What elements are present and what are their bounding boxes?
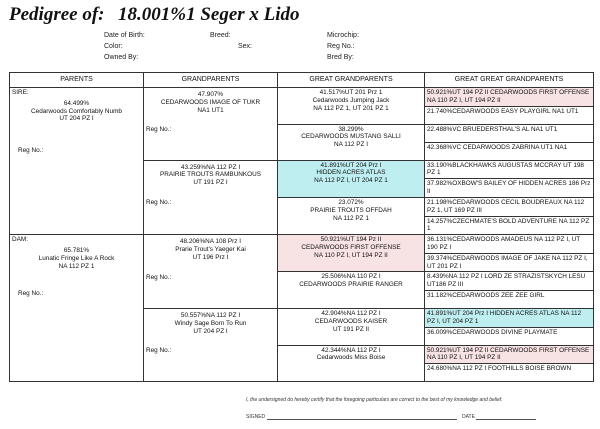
signed-label: SIGNED	[246, 414, 266, 420]
sire-pct: 64.499%	[63, 99, 90, 107]
dob-label: Date of Birth:	[104, 32, 145, 39]
grandparent-1-reg-no-label: Reg No.:	[146, 126, 172, 134]
ggg-15-cell: 50.921%UT 194 PZ II CEDARWOODS FIRST OFFENSE NA 110 PZ I, UT 194 PZ II	[425, 345, 594, 364]
great-grandparent-8-name: Cedarwoods Miss Boise	[316, 354, 386, 362]
dam-name: Lunatic Fringe Like A Rock	[38, 254, 115, 262]
ggg-7-cell: 21.198%CEDARWOODS CECIL BOUDREAUX NA 112 PZ 1, UT 169 PZ III	[425, 197, 594, 216]
ggg-14-cell: 36.009%CEDARWOODS DIVINE PLAYMATE	[425, 327, 594, 345]
certification-text: I, the undersigned do hereby certify that the foregoing particulars are correct to the best of my knowledge and belief.	[246, 397, 503, 403]
great-grandparent-4-pct: 23.072%	[338, 198, 364, 206]
great-grandparent-6-pct: 25.506%NA 110 PZ I	[321, 273, 381, 281]
col-header-grandparents: GRANDPARENTS	[144, 73, 278, 88]
grandparent-1-name: CEDARWOODS IMAGE OF TUKR	[160, 98, 261, 106]
dam-reg-no-label: Reg No.:	[18, 290, 44, 298]
dam-role: DAM:	[12, 236, 28, 244]
grandparent-4-pct: 50.557%NA 112 PZ I	[180, 312, 241, 319]
sire-name: Cedarwoods Comfortably Numb	[31, 107, 122, 115]
grandparent-2-pct: 43.259%NA 112 PZ I	[180, 163, 241, 171]
col-header-great-grandparents: GREAT GRANDPARENTS	[278, 73, 425, 88]
page-label: Pedigree of:	[9, 4, 105, 25]
signature-line	[246, 414, 536, 420]
great-grandparent-3-reg: NA 112 PZ I, UT 204 PZ 1	[314, 177, 388, 185]
ggg-12-cell: 31.182%CEDARWOODS ZEE ZEE GIRL	[425, 291, 594, 309]
sire-role: SIRE:	[12, 89, 29, 96]
ggg-13-cell: 41.891%UT 204 Prz I HIDDEN ACRES ATLAS NA 112 PZ I, UT 204 PZ 1	[425, 309, 594, 328]
grandparent-2-cell	[144, 160, 278, 235]
grandparent-1-pct: 47.907%	[197, 91, 224, 98]
ggg-6-cell: 37.982%OXBOW'S BAILEY OF HIDDEN ACRES 186 Prz II	[425, 179, 594, 198]
grandparent-4-cell	[144, 309, 278, 382]
sex-label: Sex:	[238, 43, 253, 50]
grandparent-2-reg-no-label: Reg No.:	[146, 199, 172, 207]
ggg-1-cell: 50.921%UT 194 PZ II CEDARWOODS FIRST OFFENSE NA 110 PZ I, UT 194 PZ II	[425, 88, 594, 107]
dam-cell	[10, 235, 144, 382]
sire-cell	[10, 88, 144, 235]
great-grandparent-1-reg: NA 112 PZ 1, UT 201 PZ 1	[313, 104, 389, 112]
great-grandparent-2-pct: 38.299%	[338, 125, 364, 133]
grandparent-1-reg: NA1 UT1	[197, 106, 224, 114]
great-grandparent-1-pct: 41.517%UT 201 Prz 1	[319, 89, 383, 96]
pedigree-table	[9, 72, 594, 382]
grandparent-1-cell	[144, 88, 278, 161]
great-grandparent-2-reg: NA 112 PZ I	[334, 141, 368, 149]
great-grandparent-5-pct: 50.921%UT 194 Pz II	[320, 236, 382, 244]
great-grandparent-4-reg: NA 112 PZ 1	[333, 214, 369, 222]
great-grandparent-8-cell	[278, 345, 425, 382]
ggg-4-cell: 42.368%VC CEDARWOODS ZABRINA UT1 NA1	[425, 142, 594, 160]
great-grandparent-6-name: CEDARWOODS PRAIRIE RANGER	[299, 281, 403, 289]
grandparent-3-pct: 48.206%NA 108 Prz I	[179, 238, 242, 246]
dam-reg: NA 112 PZ 1	[58, 262, 95, 270]
great-grandparent-5-reg: NA 110 PZ I, UT 194 PZ II	[314, 251, 388, 259]
great-grandparent-5-cell	[278, 235, 425, 272]
signature-field[interactable]	[267, 419, 457, 420]
microchip-label: Microchip:	[327, 32, 359, 39]
dam-pct: 65.781%	[63, 246, 90, 254]
date-field[interactable]	[476, 419, 536, 420]
sire-reg-no-label: Reg No.:	[18, 147, 44, 155]
grandparent-3-name: Prarie Trout's Yaeger Kai	[175, 245, 246, 253]
ggg-2-cell: 21.740%CEDARWOODS EASY PLAYGIRL NA1 UT1	[425, 106, 594, 124]
great-grandparent-2-cell	[278, 124, 425, 160]
great-grandparent-7-name: CEDARWOODS KAISER	[314, 317, 388, 325]
reg-no-label: Reg No.:	[327, 43, 355, 50]
grandparent-3-reg: UT 196 Prz I	[192, 253, 229, 261]
ggg-8-cell: 14.257%CZECHMATE'S BOLD ADVENTURE NA 112 PZ 1	[425, 216, 594, 235]
ggg-16-cell: 24.680%NA 112 PZ I FOOTHILLS BOISE BROWN	[425, 364, 594, 382]
great-grandparent-7-reg: UT 191 PZ II	[332, 325, 370, 333]
color-label: Color:	[104, 43, 123, 50]
ggg-9-cell: 36.131%CEDARWOODS AMADEUS NA 112 PZ I, UT 190 PZ I	[425, 235, 594, 254]
bred-by-label: Bred By:	[327, 54, 354, 61]
col-header-great-great-grandparents: GREAT GREAT GRANDPARENTS	[425, 73, 594, 88]
great-grandparent-8-pct: 42.344%NA 112 PZ I	[321, 346, 381, 354]
breed-label: Breed:	[210, 32, 231, 39]
ggg-10-cell: 39.374%CEDARWOODS IMAGE OF JAKE NA 112 PZ I, UT 201 PZ I	[425, 253, 594, 272]
grandparent-4-name: Windy Sage Born To Run	[174, 319, 247, 327]
great-grandparent-3-name: HIDDEN ACRES ATLAS	[316, 169, 386, 177]
grandparent-4-reg: UT 204 PZ I	[193, 327, 228, 335]
grandparent-2-reg: UT 191 PZ I	[193, 179, 228, 187]
great-grandparent-4-cell	[278, 197, 425, 234]
date-label: DATE	[461, 414, 475, 420]
great-grandparent-5-name: CEDARWOODS FIRST OFFENSE	[301, 243, 401, 251]
great-grandparent-2-name: CEDARWOODS MUSTANG SALLI	[301, 133, 401, 141]
grandparent-3-cell	[144, 235, 278, 309]
ggg-3-cell: 22.488%VC BRUEDERSTHAL'S AL NA1 UT1	[425, 124, 594, 142]
grandparent-3-reg-no-label: Reg No.:	[146, 273, 172, 281]
dog-name: 18.001%1 Seger x Lido	[118, 4, 300, 25]
great-grandparent-6-cell	[278, 272, 425, 309]
great-grandparent-3-pct: 41.891%UT 204 Prz I	[320, 161, 382, 169]
grandparent-4-reg-no-label: Reg No.:	[146, 347, 172, 355]
great-grandparent-1-name: Cedarwoods Jumping Jack	[312, 96, 390, 104]
col-header-parents: PARENTS	[10, 73, 144, 88]
great-grandparent-3-cell	[278, 160, 425, 197]
great-grandparent-4-name: PRAIRIE TROUTS OFFDAH	[310, 206, 392, 214]
great-grandparent-7-cell	[278, 309, 425, 346]
sire-reg: UT 204 PZ I	[59, 115, 94, 123]
owned-by-label: Owned By:	[104, 54, 139, 61]
great-grandparent-1-cell	[278, 88, 425, 125]
great-grandparent-7-pct: 42.904%NA 112 PZ I	[321, 310, 381, 317]
ggg-5-cell: 33.190%BLACKHAWKS AUGUSTAS MCCRAY UT 198 PZ 1	[425, 160, 594, 179]
grandparent-2-name: PRAIRIE TROUTS RAMBUNKOUS	[159, 171, 262, 179]
ggg-11-cell: 8.439%NA 112 PZ I LORD ZE STRAZISTSKYCH LESU UT186 PZ III	[425, 272, 594, 291]
